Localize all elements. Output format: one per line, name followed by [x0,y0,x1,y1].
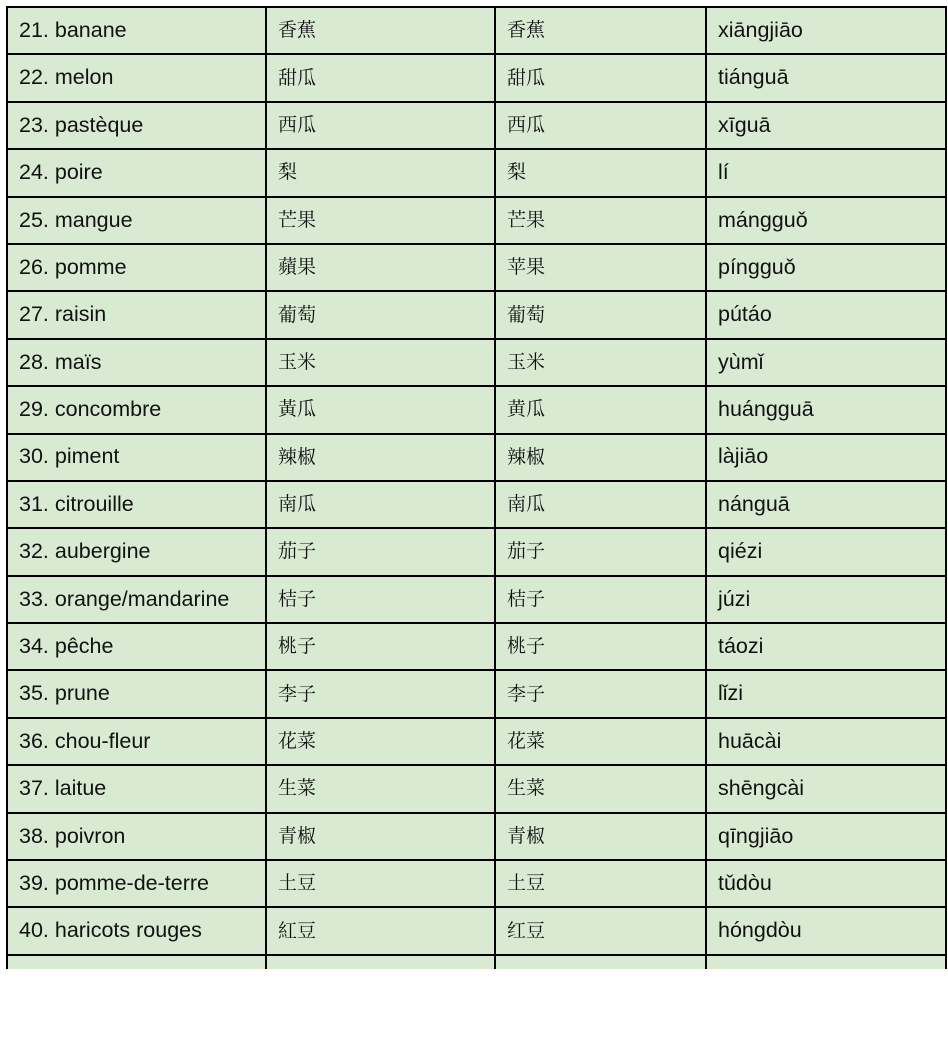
pinyin-cell: shēngcài [706,765,946,812]
french-word-cell: 21. banane [7,7,266,54]
pinyin-cell: xiāngjiāo [706,7,946,54]
pinyin-cell: qīngjiāo [706,813,946,860]
pinyin-cell: nánguā [706,481,946,528]
french-word-cell: 35. prune [7,670,266,717]
empty-cell [7,955,266,969]
pinyin-cell: lǐzi [706,670,946,717]
simplified-chinese-cell: 玉米 [495,339,706,386]
traditional-chinese-cell: 香蕉 [266,7,495,54]
french-word-cell: 37. laitue [7,765,266,812]
traditional-chinese-cell: 土豆 [266,860,495,907]
simplified-chinese-cell: 黄瓜 [495,386,706,433]
pinyin-cell: lí [706,149,946,196]
simplified-chinese-cell: 李子 [495,670,706,717]
table-row [7,386,946,433]
table-row [7,54,946,101]
pinyin-cell: júzi [706,576,946,623]
pinyin-cell: táozi [706,623,946,670]
table-row [7,670,946,717]
traditional-chinese-cell: 甜瓜 [266,54,495,101]
simplified-chinese-cell: 西瓜 [495,102,706,149]
traditional-chinese-cell: 西瓜 [266,102,495,149]
simplified-chinese-cell: 葡萄 [495,291,706,338]
simplified-chinese-cell: 梨 [495,149,706,196]
table-row [7,149,946,196]
pinyin-cell: tǔdòu [706,860,946,907]
traditional-chinese-cell: 茄子 [266,528,495,575]
french-word-cell: 38. poivron [7,813,266,860]
traditional-chinese-cell: 梨 [266,149,495,196]
french-word-cell: 24. poire [7,149,266,196]
empty-cell [706,955,946,969]
table-row [7,197,946,244]
simplified-chinese-cell: 桔子 [495,576,706,623]
french-word-cell: 33. orange/mandarine [7,576,266,623]
vocabulary-table [6,6,947,969]
table-row [7,860,946,907]
vocabulary-table-body [7,7,946,969]
french-word-cell: 25. mangue [7,197,266,244]
traditional-chinese-cell: 南瓜 [266,481,495,528]
table-row [7,339,946,386]
traditional-chinese-cell: 桔子 [266,576,495,623]
pinyin-cell: pútáo [706,291,946,338]
pinyin-cell: píngguǒ [706,244,946,291]
traditional-chinese-cell: 蘋果 [266,244,495,291]
pinyin-cell: hóngdòu [706,907,946,954]
table-row [7,102,946,149]
french-word-cell: 30. piment [7,434,266,481]
simplified-chinese-cell: 南瓜 [495,481,706,528]
french-word-cell: 40. haricots rouges [7,907,266,954]
pinyin-cell: mángguǒ [706,197,946,244]
table-row [7,528,946,575]
french-word-cell: 39. pomme-de-terre [7,860,266,907]
traditional-chinese-cell: 紅豆 [266,907,495,954]
simplified-chinese-cell: 红豆 [495,907,706,954]
pinyin-cell: huācài [706,718,946,765]
traditional-chinese-cell: 玉米 [266,339,495,386]
traditional-chinese-cell: 芒果 [266,197,495,244]
traditional-chinese-cell: 辣椒 [266,434,495,481]
simplified-chinese-cell: 土豆 [495,860,706,907]
french-word-cell: 32. aubergine [7,528,266,575]
french-word-cell: 29. concombre [7,386,266,433]
traditional-chinese-cell: 青椒 [266,813,495,860]
simplified-chinese-cell: 苹果 [495,244,706,291]
pinyin-cell: làjiāo [706,434,946,481]
simplified-chinese-cell: 甜瓜 [495,54,706,101]
table-row [7,434,946,481]
table-row [7,291,946,338]
table-row [7,813,946,860]
simplified-chinese-cell: 桃子 [495,623,706,670]
french-word-cell: 28. maïs [7,339,266,386]
simplified-chinese-cell: 香蕉 [495,7,706,54]
simplified-chinese-cell: 茄子 [495,528,706,575]
table-row [7,481,946,528]
french-word-cell: 23. pastèque [7,102,266,149]
pinyin-cell: tiánguā [706,54,946,101]
table-row-cut-off [7,955,946,969]
french-word-cell: 26. pomme [7,244,266,291]
pinyin-cell: huángguā [706,386,946,433]
table-row [7,623,946,670]
traditional-chinese-cell: 黃瓜 [266,386,495,433]
traditional-chinese-cell: 李子 [266,670,495,717]
traditional-chinese-cell: 葡萄 [266,291,495,338]
simplified-chinese-cell: 生菜 [495,765,706,812]
simplified-chinese-cell: 花菜 [495,718,706,765]
table-row [7,718,946,765]
empty-cell [495,955,706,969]
table-row [7,7,946,54]
pinyin-cell: qiézi [706,528,946,575]
french-word-cell: 31. citrouille [7,481,266,528]
empty-cell [266,955,495,969]
simplified-chinese-cell: 青椒 [495,813,706,860]
pinyin-cell: xīguā [706,102,946,149]
table-row [7,765,946,812]
french-word-cell: 27. raisin [7,291,266,338]
simplified-chinese-cell: 辣椒 [495,434,706,481]
french-word-cell: 34. pêche [7,623,266,670]
table-row [7,576,946,623]
table-row [7,244,946,291]
french-word-cell: 36. chou-fleur [7,718,266,765]
traditional-chinese-cell: 花菜 [266,718,495,765]
traditional-chinese-cell: 生菜 [266,765,495,812]
pinyin-cell: yùmǐ [706,339,946,386]
traditional-chinese-cell: 桃子 [266,623,495,670]
simplified-chinese-cell: 芒果 [495,197,706,244]
french-word-cell: 22. melon [7,54,266,101]
table-row [7,907,946,954]
